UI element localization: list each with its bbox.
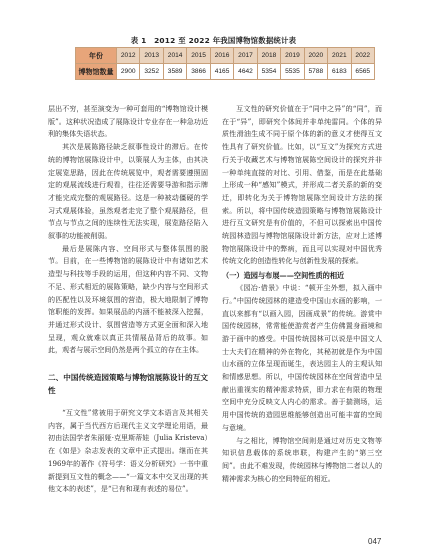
year-cell: 2019	[281, 48, 304, 64]
year-cell: 2015	[187, 48, 210, 64]
year-cell: 2014	[163, 48, 186, 64]
count-cell: 6183	[328, 64, 351, 80]
year-cell: 2018	[257, 48, 280, 64]
row-label-museum-count: 博物馆数量	[76, 64, 117, 80]
count-cell: 5535	[281, 64, 304, 80]
count-cell: 5788	[304, 64, 327, 80]
count-cell: 6565	[351, 64, 374, 80]
year-cell: 2021	[328, 48, 351, 64]
body-paragraph: 最后是展陈内容、空间形式与整体氛围的脱节。目前，在一些博物馆的展陈设计中有诸如艺术造型与科技等手段的运用，但这种内容不同、文物不足、形式相近的展陈策略，缺少内容与空间形式的匹配性以及环境氛围的营造，极大地限制了博物馆职能的发挥。如果展品的内涵不能被深入挖掘，并通过形式设计、氛围营造等方式更全面和深入地呈现，观众就难以真正共情展品背后的故事。如此，观者与展示空间仍然是两个孤立的存在主体。	[48, 243, 208, 355]
left-text-column	[48, 103, 208, 496]
page-number: 047	[368, 537, 382, 546]
year-cell: 2012	[117, 48, 140, 64]
count-cell: 5354	[257, 64, 280, 80]
table-row-counts	[76, 64, 375, 80]
row-label-year: 年份	[76, 48, 117, 64]
count-cell: 2900	[117, 64, 140, 80]
body-paragraph: 其次是展陈路径缺乏叙事性设计的滞后。在传统的博物馆展陈设计中，以策展人为主体，由其决定展览思路，因此在传统展览中，观者需要遵照固定的观展流线进行观看，往往还需要导游和指示牌才能完成完整的观展路径。这是一种被动僵硬的学习式观展体验，虽然观者走完了整个观展路径，但节点与节点之间的连续性无法实现，展览路径陷入叙事的功能被削弱。	[48, 142, 208, 241]
body-paragraph: 与之相比，博物馆空间则是通过对历史文物等知识信息载体的系统串联，构建产生的“第三空间”。由此不难发现，传统园林与博物馆二者以人的精神需求为核心的空间特征的相近。	[222, 435, 382, 483]
count-cell: 4642	[234, 64, 257, 80]
table-row-years	[76, 48, 375, 64]
body-paragraph: 《园冶·借景》中说：“顿开尘外想，拟入画中行。”中国传统园林的建造受中国山水画的影响，一直以来都有“以画入园，因画成景”的传统。游赏中国传统园林，常常能使游赏者产生仿佛置身画境和游于画中的感受。中国传统园林可以说是中国文人士大夫们在精神的外在物化，其秘初就是作为中国山水画的立体呈现而诞生，表达园主人的主观认知和情感思想。所以，中国传统园林在空间营造中呈献出重视实的精神需求特质，即力求在有限的物理空间中充分反映文人内心的需求。善于揣测场，运用中国传统的造园思维能够创造出可能丰富的空间与意境。	[222, 283, 382, 432]
section-heading: 二、中国传统造园策略与博物馆展陈设计的互文性	[48, 373, 208, 396]
year-cell: 2016	[210, 48, 233, 64]
count-cell: 3252	[140, 64, 163, 80]
count-cell: 3589	[163, 64, 186, 80]
year-cell: 2020	[304, 48, 327, 64]
body-paragraph: 互文性的研究价值在于“同中之异”的“同”，而在于“异”，即研究个体间并非单纯雷同。个体的异质性滑油生成不同于原个体的新的意义才使得互文性具有了研究价值。比如，以“互文”为探究方式进行关于收藏艺术与博物馆展陈空间设计的探究并非一种单纯直接的对比、引用、借鉴，而是在此基础上形成一种“感知”模式，并形成二者关系的新的变迁，即转化为关于博物馆展陈空间设计方法的探索。所以，将中国传统造园策略与博物馆展陈设计进行互文研究是有价值的，不但可以探索出中国传统园林造园与博物馆展陈设计新方法，应对上述博物馆展陈设计中的弊病，而且可以实现对中国优秀传统文化的创造性转化与创新性发展的探索。	[222, 104, 382, 266]
year-cell: 2013	[140, 48, 163, 64]
count-cell: 4165	[210, 64, 233, 80]
subsection-heading: （一）造园与布展——空间性质的相近	[222, 271, 345, 281]
year-cell: 2022	[351, 48, 374, 64]
table-caption: 表 1 2012 至 2022 年我国博物馆数据统计表	[130, 36, 297, 45]
count-cell: 3866	[187, 64, 210, 80]
right-text-column	[222, 103, 382, 485]
body-paragraph: 层出不穷，甚至演变为一种可套用的“博物馆设计模版”。这种状况造成了展陈设计专业存在一种急功近利的集体失语状态。	[48, 104, 208, 139]
museum-stats-table	[75, 47, 375, 80]
year-cell: 2017	[234, 48, 257, 64]
body-paragraph: “互文性”常被用于研究文学文本语言及其相关内容，属于当代西方后现代主义文学理论用语，最初由法国学者朱丽娅·克里斯蒂娃（Julia Kristeva）在《如是》杂志发表的文章中正式提出。继而在其1969年的著作《符号学：语义分析研究》一书中重新提到互文性的概念——“一篇文本中交叉出现的其他文本的表述”，是“已有和现有表述的易位”。	[48, 408, 208, 494]
